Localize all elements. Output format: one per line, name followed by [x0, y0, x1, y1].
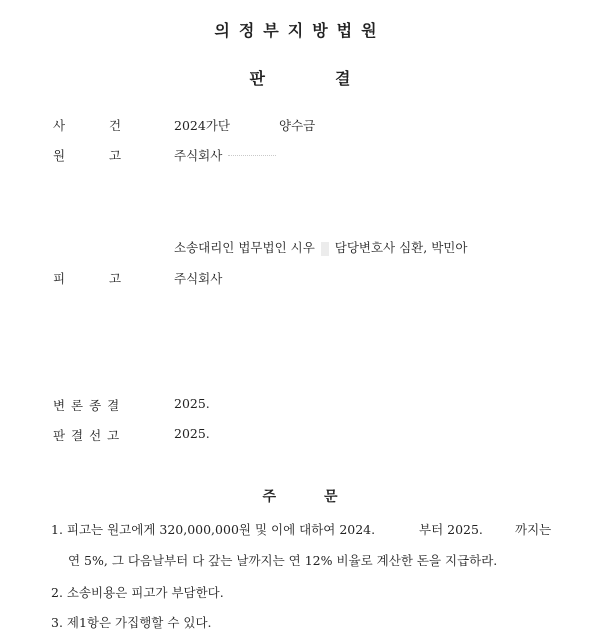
order-item-2: 2. 소송비용은 피고가 부담한다. [51, 585, 224, 600]
plaintiff-label-2: 고 [109, 148, 122, 163]
redacted-plaintiff-name [228, 155, 276, 158]
plaintiff-name [174, 146, 276, 164]
plaintiff-label-1: 원 [53, 148, 66, 163]
redacted-counsel-block [321, 242, 329, 256]
order-title-right: 문 [324, 489, 338, 505]
order-section-title [0, 486, 600, 506]
defendant-label-1: 피 [53, 271, 66, 286]
case-number: 2024가단 [174, 118, 230, 133]
plaintiff-name-text: 주식회사 [174, 148, 223, 163]
defendant-name: 주식회사 [174, 271, 223, 286]
case-label-1: 사 [53, 118, 66, 133]
document-title-right: 결 [335, 69, 351, 88]
plaintiff-counsel [174, 238, 467, 256]
document-title-left: 판 [249, 69, 265, 88]
order-item-1-part-c: 까지는 [515, 522, 552, 537]
defendant-label-2: 고 [109, 271, 122, 286]
order-item-1-part-b: 부터 2025. [419, 522, 483, 537]
order-item-3: 3. 제1항은 가집행할 수 있다. [51, 615, 212, 630]
case-label-2: 건 [109, 118, 122, 133]
ruling-label: 판 결 선 고 [53, 428, 121, 443]
court-name: 의정부지방법원 [214, 21, 386, 40]
order-title-left: 주 [262, 489, 276, 505]
document-title [0, 66, 600, 89]
case-name: 양수금 [279, 118, 316, 133]
plaintiff-counsel-prefix: 소송대리인 법무법인 시우 [174, 240, 315, 255]
ruling-date: 2025. [174, 426, 210, 441]
order-item-1-line-1 [51, 520, 375, 538]
order-item-1-part-a: 1. 피고는 원고에게 320,000,000원 및 이에 대하여 2024. [51, 522, 376, 537]
closing-date: 2025. [174, 396, 210, 411]
closing-label: 변 론 종 결 [53, 398, 121, 413]
order-item-1-line-2: 연 5%, 그 다음날부터 다 갚는 날까지는 연 12% 비율로 계산한 돈을 지급하라. [68, 553, 498, 568]
plaintiff-counsel-suffix: 담당변호사 심환, 박민아 [334, 240, 468, 255]
